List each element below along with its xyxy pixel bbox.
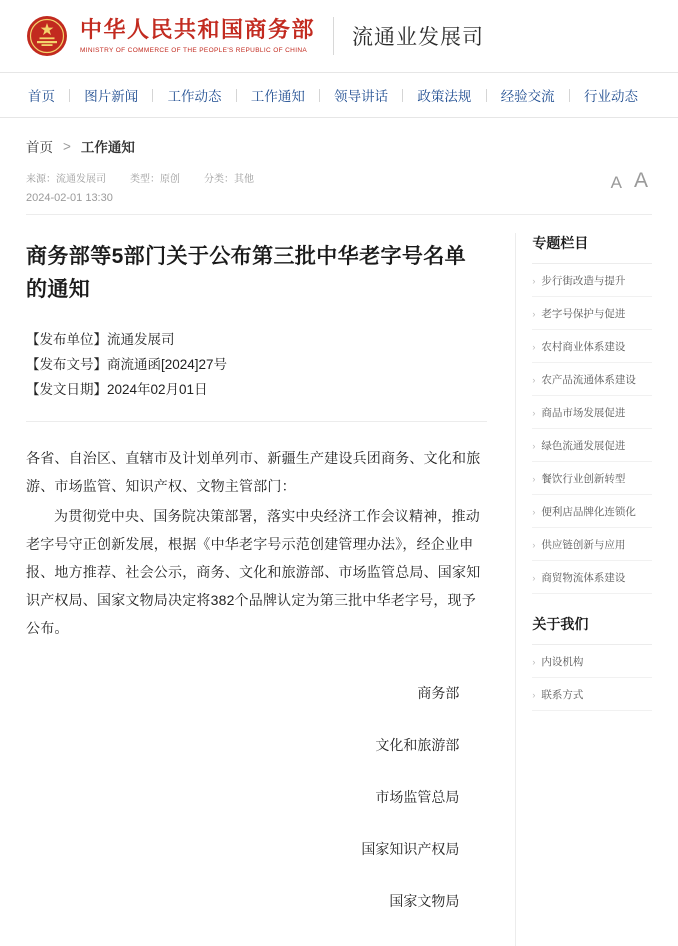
nav-item-work-notices[interactable]: 工作通知 [250, 89, 305, 104]
sidebar-item-agri-product-logistics[interactable] [532, 363, 652, 396]
body-paragraph: 各省、自治区、直辖市及计划单列市、新疆生产建设兵团商务、文化和旅游、市场监管、知识产权、文物主管部门： [26, 450, 481, 494]
sidebar [515, 233, 652, 946]
nav-item-work-updates[interactable]: 工作动态 [167, 89, 222, 104]
sidebar-item-pedestrian-street[interactable] [532, 264, 652, 297]
sidebar-item-label: 农村商业体系建设 [541, 341, 626, 353]
sidebar-item-green-circulation[interactable] [532, 429, 652, 462]
site-header [0, 0, 678, 72]
signature-line: 国家知识产权局 [361, 841, 460, 857]
article-body [26, 444, 487, 642]
sidebar-item-label: 内设机构 [541, 656, 584, 668]
sidebar-section-title-topics: 专题栏目 [532, 233, 652, 264]
chevron-right-icon: › [532, 539, 536, 550]
signature-line: 国家文物局 [389, 893, 460, 909]
signature-line: 商务部 [417, 685, 460, 701]
signature-line: 市场监管总局 [375, 789, 460, 805]
font-size-large-button[interactable]: A [633, 169, 648, 192]
meta-category: 分类：其他 [204, 174, 254, 185]
breadcrumb-current: 工作通知 [80, 140, 135, 155]
sidebar-item-label: 步行街改造与提升 [541, 275, 626, 287]
chevron-right-icon: › [532, 473, 536, 484]
ministry-name-cn: 中华人民共和国商务部 [80, 17, 316, 43]
sidebar-item-label: 餐饮行业创新转型 [541, 473, 626, 485]
nav-separator [486, 89, 487, 102]
chevron-right-icon: › [532, 572, 536, 583]
nav-item-policies[interactable]: 政策法规 [417, 89, 472, 104]
nav-item-home[interactable]: 首页 [28, 89, 55, 104]
sidebar-item-commodity-market[interactable] [532, 396, 652, 429]
meta-type: 类型：原创 [130, 174, 180, 185]
nav-item-experience-exchange[interactable]: 经验交流 [500, 89, 555, 104]
ministry-name-block [80, 18, 315, 53]
sidebar-about-list [532, 645, 652, 711]
document-number-line: 【发布文号】商流通函[2024]27号 [26, 357, 228, 373]
nav-item-photo-news[interactable]: 图片新闻 [84, 89, 139, 104]
sidebar-item-rural-commerce[interactable] [532, 330, 652, 363]
header-divider [333, 17, 334, 55]
issue-date-line: 【发文日期】2024年02月01日 [26, 382, 208, 398]
nav-separator [402, 89, 403, 102]
chevron-right-icon: › [532, 341, 536, 352]
sidebar-item-label: 商品市场发展促进 [541, 407, 626, 419]
sidebar-topic-list [532, 264, 652, 594]
nav-separator [569, 89, 570, 102]
body-paragraph: 为贯彻党中央、国务院决策部署，落实中央经济工作会议精神，推动老字号守正创新发展，根据《中华老字号示范创建管理办法》，经企业申报、地方推荐、社会公示，商务、文化和旅游部、市场监管总局、国家知识产权局、国家文物局决定将382个品牌认定为第三批中华老字号，现予公布。 [26, 508, 481, 636]
ministry-name-en: MINISTRY OF COMMERCE OF THE PEOPLE'S REPUBLIC OF CHINA [80, 46, 308, 54]
nav-separator [319, 89, 320, 102]
sidebar-item-catering-innovation[interactable] [532, 462, 652, 495]
signature-block [26, 686, 487, 908]
chevron-right-icon: › [532, 308, 536, 319]
chevron-right-icon: › [532, 656, 536, 667]
meta-datetime: 2024-02-01 13:30 [26, 192, 113, 204]
sidebar-item-label: 便利店品牌化连锁化 [541, 506, 636, 518]
article-meta [26, 170, 652, 215]
publication-info [26, 328, 487, 422]
sidebar-item-label: 绿色流通发展促进 [541, 440, 626, 452]
main-navigation [0, 72, 678, 118]
sidebar-item-label: 老字号保护与促进 [541, 308, 626, 320]
sidebar-item-convenience-stores[interactable] [532, 495, 652, 528]
page-layout [0, 215, 678, 946]
sidebar-item-supply-chain[interactable] [532, 528, 652, 561]
chevron-right-icon: › [532, 506, 536, 517]
sidebar-item-label: 商贸物流体系建设 [541, 572, 626, 584]
nav-separator [152, 89, 153, 102]
national-emblem-icon [26, 15, 68, 57]
chevron-right-icon: › [532, 440, 536, 451]
nav-item-industry-news[interactable]: 行业动态 [583, 89, 638, 104]
chevron-right-icon: › [532, 407, 536, 418]
nav-separator [69, 89, 70, 102]
sidebar-item-contact[interactable] [532, 678, 652, 711]
sidebar-item-label: 供应链创新与应用 [541, 539, 626, 551]
sidebar-item-label: 农产品流通体系建设 [541, 374, 636, 386]
breadcrumb [0, 118, 678, 156]
font-size-controls [611, 170, 652, 191]
chevron-right-icon: › [532, 689, 536, 700]
nav-separator [236, 89, 237, 102]
sidebar-item-label: 联系方式 [541, 689, 584, 701]
department-name: 流通业发展司 [352, 25, 485, 49]
sidebar-item-trade-logistics[interactable] [532, 561, 652, 594]
sidebar-section-title-about: 关于我们 [532, 614, 652, 645]
article-content [26, 215, 515, 946]
nav-item-leader-speeches[interactable]: 领导讲话 [334, 89, 389, 104]
sidebar-item-internal-structure[interactable] [532, 645, 652, 678]
breadcrumb-home[interactable]: 首页 [26, 140, 53, 155]
chevron-right-icon: › [532, 275, 536, 286]
font-size-small-button[interactable]: A [610, 173, 622, 192]
chevron-right-icon: › [532, 374, 536, 385]
page-title: 商务部等5部门关于公布第三批中华老字号名单的通知 [26, 245, 467, 301]
meta-source: 来源：流通发展司 [26, 174, 106, 185]
publisher-line: 【发布单位】流通发展司 [26, 332, 175, 348]
sidebar-item-time-honored-brands[interactable] [532, 297, 652, 330]
breadcrumb-separator: > [63, 138, 71, 154]
signature-line: 文化和旅游部 [375, 737, 460, 753]
